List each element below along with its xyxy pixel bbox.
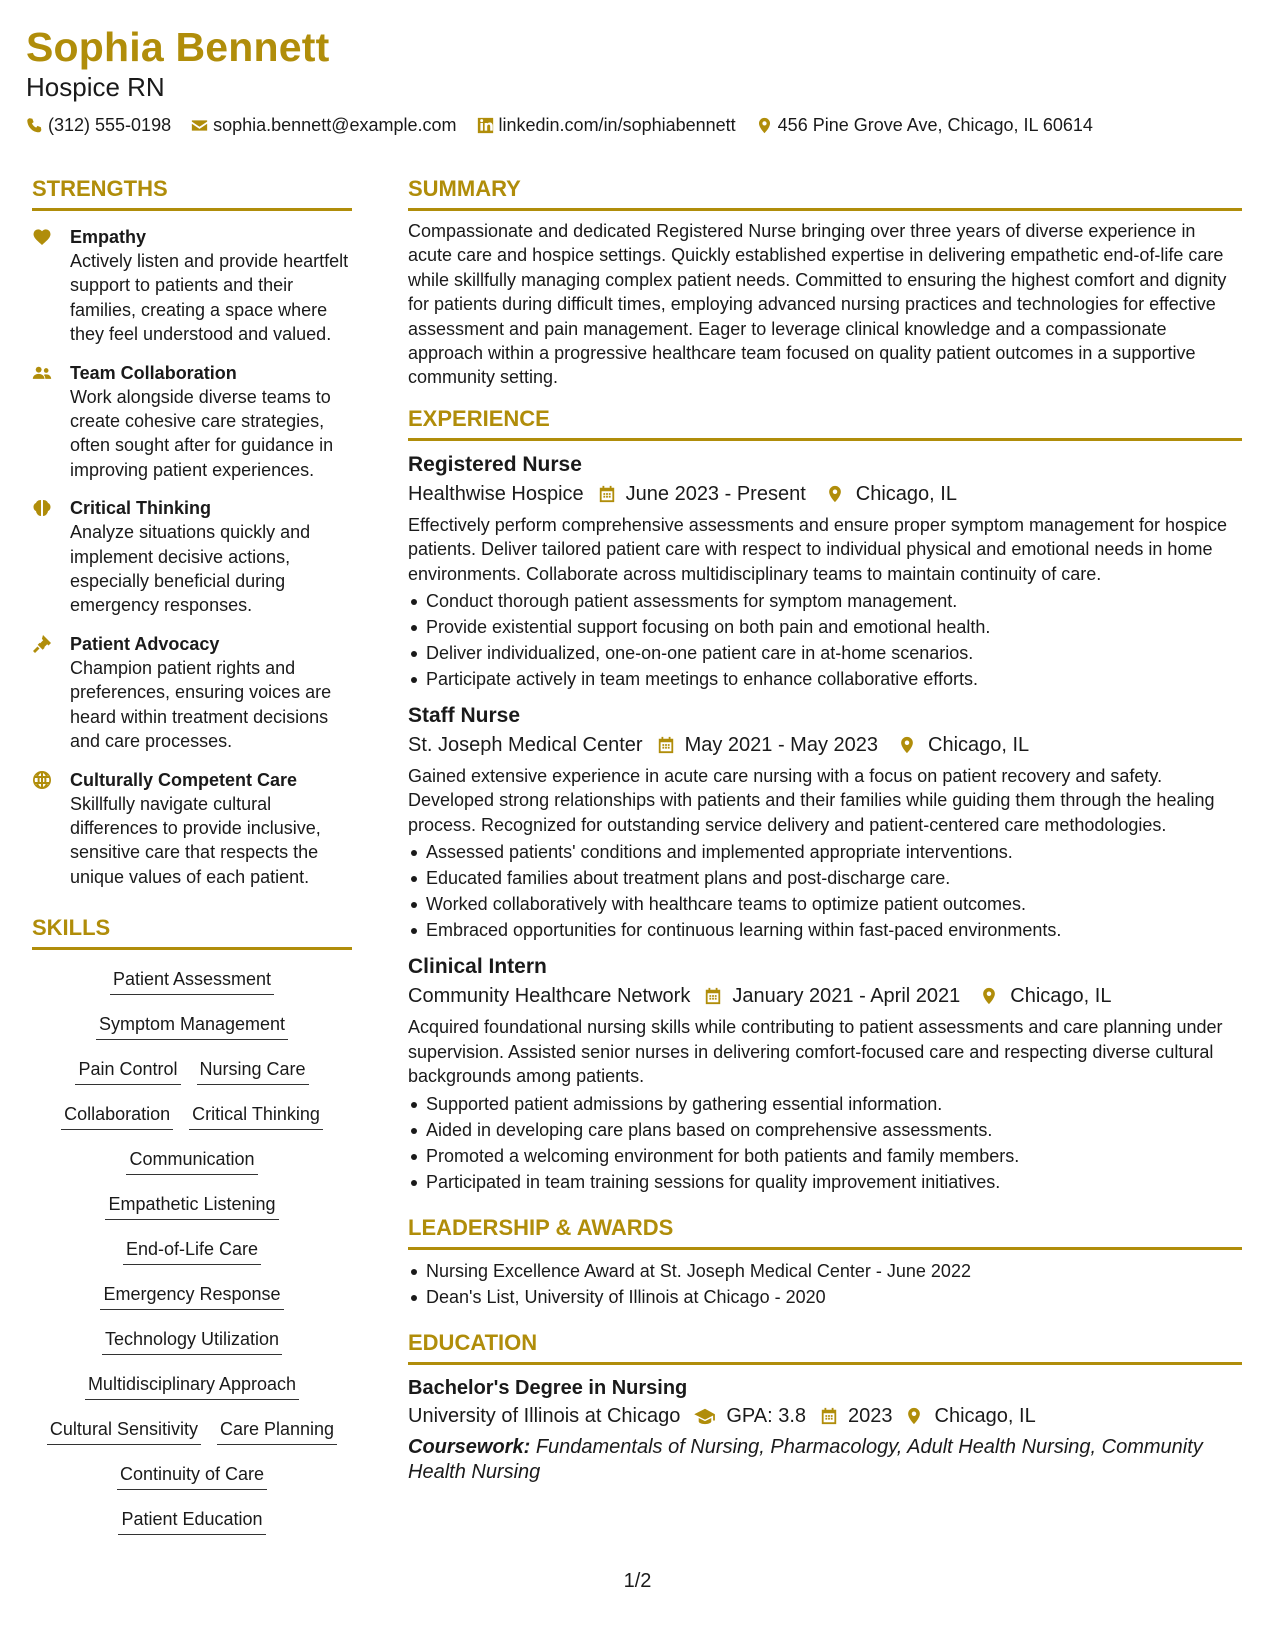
graduation-cap-icon xyxy=(694,1407,716,1425)
education-heading: EDUCATION xyxy=(408,1330,1242,1365)
left-column xyxy=(32,176,352,1541)
phone-icon xyxy=(26,117,43,134)
strength-description: Analyze situations quickly and implement decisive actions, especially beneficial during emergency responses. xyxy=(70,522,311,616)
email-link[interactable]: sophia.bennett@example.com xyxy=(213,115,457,135)
coursework xyxy=(408,1435,1242,1485)
job-description: Acquired foundational nursing skills while contributing to patient assessments and care planning under supervision. Assisted senior nurses in delivering comfort-focused care and respecting diverse cultural backgrounds among patients. xyxy=(408,1017,1223,1087)
summary-text: Compassionate and dedicated Registered Nurse bringing over three years of diverse experience in acute care and hospice settings. Quickly established expertise in delivering empathetic end-of-life care while skillfully managing complex patient needs. Committed to ensuring the highest comfort and dignity for patients during difficult times, employing advanced nursing practices and technologies for effective assessment and pain management. Eager to leverage clinical knowledge and a compassionate approach within a progressive healthcare team focused on quality patient outcomes in a supportive community setting. xyxy=(408,221,1227,388)
job-organization: Community Healthcare Network xyxy=(408,985,691,1008)
candidate-name: Sophia Bennett xyxy=(26,24,330,70)
calendar-icon xyxy=(820,1407,838,1425)
job-bullets xyxy=(408,1091,1242,1195)
address-text: 456 Pine Grove Ave, Chicago, IL 60614 xyxy=(777,115,1093,135)
skill-tag: Empathetic Listening xyxy=(105,1193,278,1220)
strength-title: Critical Thinking xyxy=(70,498,212,519)
graduation-year: 2023 xyxy=(848,1404,893,1427)
job-organization: Healthwise Hospice xyxy=(408,482,584,505)
job-title: Staff Nurse xyxy=(408,704,521,728)
job-meta xyxy=(408,479,1242,509)
strength-item xyxy=(32,632,352,754)
calendar-icon xyxy=(704,987,722,1005)
strength-description: Skillfully navigate cultural differences to provide inclusive, sensitive care that respects the unique values of each patient. xyxy=(70,793,321,887)
candidate-role: Hospice RN xyxy=(26,72,165,102)
strength-title: Team Collaboration xyxy=(70,362,237,383)
skill-tag: Symptom Management xyxy=(96,1013,288,1040)
job-location: Chicago, IL xyxy=(855,482,957,505)
strength-title: Empathy xyxy=(70,227,147,247)
brain-icon xyxy=(32,498,52,518)
location-pin-icon xyxy=(756,117,773,134)
job-dates: June 2023 - Present xyxy=(625,482,806,505)
linkedin-icon xyxy=(477,117,494,134)
coursework-label: Coursework: xyxy=(408,1435,531,1458)
job-organization: St. Joseph Medical Center xyxy=(408,734,643,757)
skill-tag: Care Planning xyxy=(217,1418,337,1445)
contact-email[interactable] xyxy=(191,114,456,136)
job-entry xyxy=(408,953,1242,1194)
job-description: Gained extensive experience in acute care nursing with a focus on patient recovery and safety. Developed strong relationships with patients and their families while guiding them through the healing process. Recognized for outstanding service delivery and patient-centered care methodologies. xyxy=(408,766,1215,835)
skill-tag: Patient Education xyxy=(118,1508,265,1535)
globe-icon xyxy=(32,770,52,790)
strength-title: Culturally Competent Care xyxy=(70,769,298,790)
strength-description: Actively listen and provide heartfelt support to patients and their families, creating a space where they feel understood and valued. xyxy=(70,251,349,345)
strength-item xyxy=(32,496,352,618)
skill-tag: Nursing Care xyxy=(197,1058,309,1085)
right-column xyxy=(408,176,1242,1485)
skills-list xyxy=(32,956,352,1541)
experience-heading: EXPERIENCE xyxy=(408,406,1242,441)
skill-tag: End-of-Life Care xyxy=(123,1238,261,1265)
location-pin-icon xyxy=(905,1407,923,1425)
gpa-value: GPA: 3.8 xyxy=(726,1404,807,1427)
list-item: Dean's List, University of Illinois at Chicago - 2020 xyxy=(408,1284,1242,1310)
school-location: Chicago, IL xyxy=(934,1404,1036,1427)
summary-heading: SUMMARY xyxy=(408,176,1242,211)
skill-tag: Patient Assessment xyxy=(110,968,274,995)
strength-description: Work alongside diverse teams to create cohesive care strategies, often sought after for guidance in improving patient experiences. xyxy=(70,386,334,480)
contact-phone xyxy=(26,114,171,136)
list-item: Embraced opportunities for continuous learning within fast-paced environments. xyxy=(408,917,1242,943)
location-pin-icon xyxy=(826,485,844,503)
job-bullets xyxy=(408,839,1242,943)
location-pin-icon xyxy=(898,736,916,754)
gavel-icon xyxy=(32,634,52,654)
job-meta xyxy=(408,981,1242,1011)
strength-item xyxy=(32,768,352,890)
list-item: Provide existential support focusing on both pain and emotional health. xyxy=(408,614,1242,640)
job-location: Chicago, IL xyxy=(928,734,1030,757)
strength-item xyxy=(32,361,352,483)
list-item: Deliver individualized, one-on-one patient care in at-home scenarios. xyxy=(408,640,1242,666)
skill-tag: Technology Utilization xyxy=(102,1328,282,1355)
list-item: Promoted a welcoming environment for both patients and family members. xyxy=(408,1143,1242,1169)
degree-title: Bachelor's Degree in Nursing xyxy=(408,1376,688,1399)
strength-item xyxy=(32,225,352,347)
skill-tag: Pain Control xyxy=(75,1058,180,1085)
list-item: Aided in developing care plans based on comprehensive assessments. xyxy=(408,1117,1242,1143)
skill-tag: Cultural Sensitivity xyxy=(47,1418,201,1445)
list-item: Conduct thorough patient assessments for symptom management. xyxy=(408,588,1242,614)
list-item: Participated in team training sessions for quality improvement initiatives. xyxy=(408,1169,1242,1195)
skill-tag: Communication xyxy=(126,1148,257,1175)
skill-tag: Collaboration xyxy=(61,1103,173,1130)
contact-linkedin[interactable] xyxy=(477,114,736,136)
job-title: Registered Nurse xyxy=(408,452,582,476)
job-description: Effectively perform comprehensive assessments and ensure proper symptom management for hospice patients. Deliver tailored patient care with respect to individual physical and emotional needs in home environments. Collaborate across multidisciplinary teams to maintain continuity of care. xyxy=(408,514,1228,584)
skill-tag: Critical Thinking xyxy=(189,1103,323,1130)
strength-description: Champion patient rights and preferences, ensuring voices are heard within treatment decisions and care processes. xyxy=(70,657,332,752)
skills-heading: SKILLS xyxy=(32,915,352,950)
list-item: Supported patient admissions by gathering essential information. xyxy=(408,1091,1242,1117)
awards-heading: LEADERSHIP & AWARDS xyxy=(408,1215,1242,1250)
strength-title: Patient Advocacy xyxy=(70,633,220,654)
skill-tag: Multidisciplinary Approach xyxy=(85,1373,299,1400)
job-bullets xyxy=(408,588,1242,692)
job-location: Chicago, IL xyxy=(1010,985,1112,1008)
calendar-icon xyxy=(657,736,675,754)
job-dates: January 2021 - April 2021 xyxy=(732,985,961,1008)
awards-list xyxy=(408,1258,1242,1310)
skill-tag: Emergency Response xyxy=(100,1283,283,1310)
resume-header xyxy=(26,24,1246,136)
users-icon xyxy=(32,363,52,383)
list-item: Participate actively in team meetings to enhance collaborative efforts. xyxy=(408,666,1242,692)
education-meta xyxy=(408,1401,1242,1431)
list-item: Assessed patients' conditions and implemented appropriate interventions. xyxy=(408,839,1242,865)
location-pin-icon xyxy=(980,987,998,1005)
page-number: 1/2 xyxy=(623,1570,652,1592)
job-title: Clinical Intern xyxy=(408,955,547,979)
heart-icon xyxy=(32,227,52,247)
envelope-icon xyxy=(191,117,208,134)
linkedin-link[interactable]: linkedin.com/in/sophiabennett xyxy=(498,115,736,135)
job-entry xyxy=(408,451,1242,692)
list-item: Nursing Excellence Award at St. Joseph Medical Center - June 2022 xyxy=(408,1258,1242,1284)
skill-tag: Continuity of Care xyxy=(117,1463,267,1490)
contact-address xyxy=(756,114,1093,136)
coursework-list: Fundamentals of Nursing, Pharmacology, Adult Health Nursing, Community Health Nursing xyxy=(408,1435,1203,1483)
school-name: University of Illinois at Chicago xyxy=(408,1404,681,1427)
contact-bar xyxy=(26,114,1246,136)
calendar-icon xyxy=(598,485,616,503)
list-item: Worked collaboratively with healthcare teams to optimize patient outcomes. xyxy=(408,891,1242,917)
job-dates: May 2021 - May 2023 xyxy=(684,734,878,757)
job-entry xyxy=(408,702,1242,943)
list-item: Educated families about treatment plans and post-discharge care. xyxy=(408,865,1242,891)
phone-number: (312) 555-0198 xyxy=(48,115,172,135)
job-meta xyxy=(408,730,1242,760)
strengths-heading: STRENGTHS xyxy=(32,176,352,211)
